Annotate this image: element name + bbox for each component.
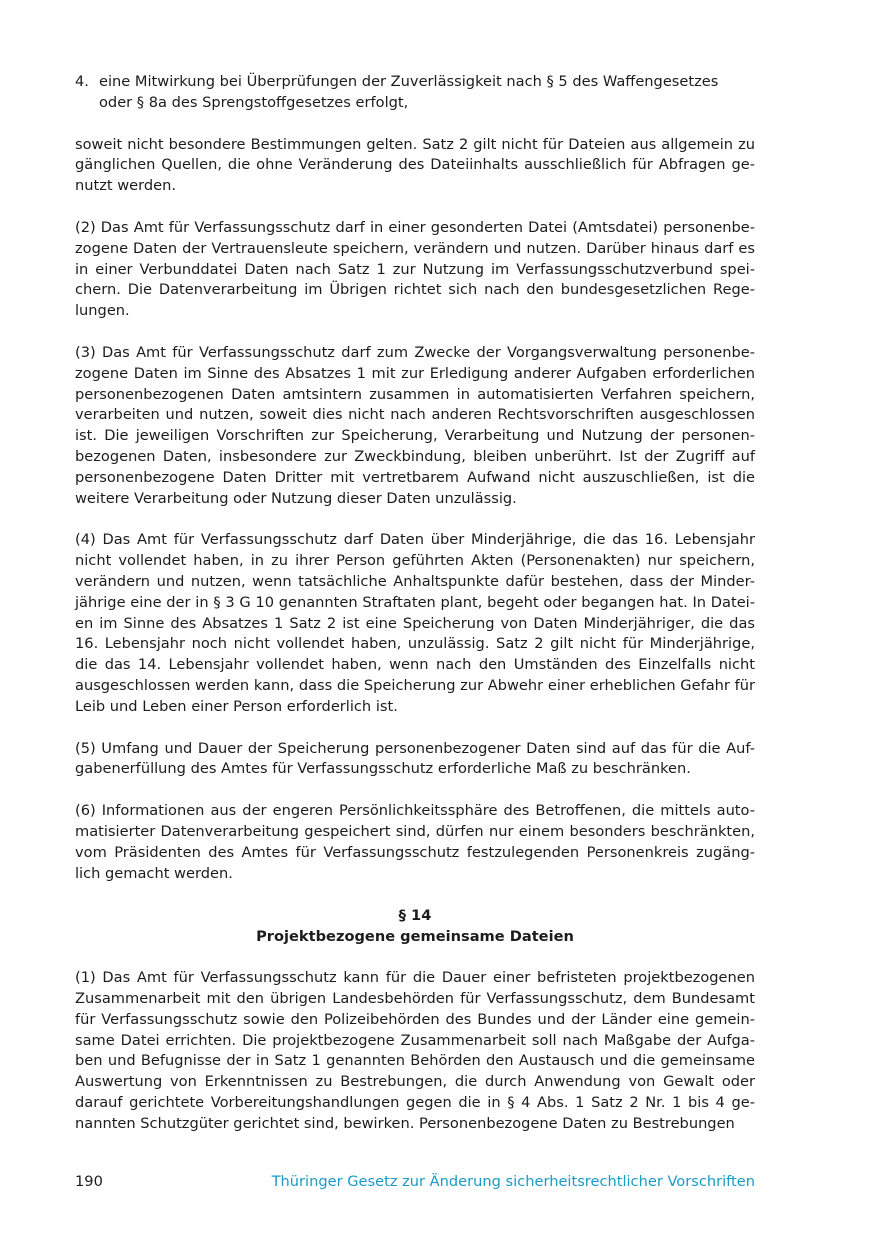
paragraph-4: (4) Das Amt für Verfassungsschutz darf Daten über Minderjährige, die das 16. Lebensjahr nicht vollendet haben, in zu ihrer Person geführten Akten (Personenakten) nur speichern, verändern und nutzen, wenn tatsächliche Anhaltspunkte dafür bestehen, dass der Minder-jährige eine der in § 3 G 10 genannten Straftaten plant, begeht oder begangen hat. In Datei-en im Sinne des Absatzes 1 Satz 2 ist eine Speicherung von Daten Minderjähriger, die das 16. Lebensjahr noch nicht vollendet haben, unzulässig. Satz 2 gilt nicht für Minderjährige, die das 14. Lebensjahr vollendet haben, wenn nach den Umständen des Einzelfalls nicht ausgeschlossen werden kann, dass die Speicherung zur Abwehr einer erheblichen Gefahr für Leib und Leben einer Person erforderlich ist. — [75, 531, 755, 715]
list-item-text: eine Mitwirkung bei Überprüfungen der Zuverlässigkeit nach § 5 des Waffengesetzes oder § 8a des Sprengstoffgesetzes erfolgt, — [99, 73, 719, 111]
paragraph-14-1: (1) Das Amt für Verfassungsschutz kann für die Dauer einer befristeten projektbezogenen Zusammenarbeit mit den übrigen Landesbehörden für Verfassungsschutz, dem Bundesamt für Verfassungsschutz sowie den Polizeibehörden des Bundes und der Länder eine gemein-same Datei errichten. Die projektbezogene Zusammenarbeit soll nach Maßgabe der Aufga-ben und Befugnisse der in Satz 1 genannten Behörden den Austausch und die gemeinsame Auswertung von Erkenntnissen zu Bestrebungen, die durch Anwendung von Gewalt oder darauf gerichtete Vorbereitungshandlungen gegen die in § 4 Abs. 1 Satz 2 Nr. 1 bis 4 ge-nannten Schutzgüter gerichtet sind, bewirken. Personenbezogene Daten zu Bestrebungen — [75, 969, 755, 1132]
page-body — [75, 72, 755, 1135]
list-item — [75, 72, 755, 114]
section-number: § 14 — [398, 907, 432, 925]
section-title: Projektbezogene gemeinsame Dateien — [256, 928, 574, 946]
page-number: 190 — [75, 1173, 103, 1190]
paragraph-2: (2) Das Amt für Verfassungsschutz darf in einer gesonderten Datei (Amtsdatei) personenbe-zogene Daten der Vertrauensleute speichern, verändern und nutzen. Darüber hinaus darf es in einer Verbunddatei Daten nach Satz 1 zur Nutzung im Verfassungsschutzverbund spei-chern. Die Datenverarbeitung im Übrigen richtet sich nach den bundesgesetzlichen Rege-lungen. — [75, 218, 755, 320]
page-footer — [75, 1172, 755, 1192]
paragraph-5: (5) Umfang und Dauer der Speicherung personenbezogener Daten sind auf das für die Auf-gabenerfüllung des Amtes für Verfassungsschutz erforderliche Maß zu beschränken. — [75, 739, 755, 778]
footer-title: Thüringer Gesetz zur Änderung sicherheitsrechtlicher Vorschriften — [271, 1173, 755, 1190]
paragraph-continuation: soweit nicht besondere Bestimmungen gelten. Satz 2 gilt nicht für Dateien aus allgemein zu gänglichen Quellen, die ohne Veränderung des Dateiinhalts ausschließlich für Abfragen ge-nutzt werden. — [75, 135, 755, 195]
list-item-number: 4. — [75, 73, 89, 90]
paragraph-6: (6) Informationen aus der engeren Persönlichkeitssphäre des Betroffenen, die mittels auto-matisierter Datenverarbeitung gespeichert sind, dürfen nur einem besonders beschränkten, vom Präsidenten des Amtes für Verfassungsschutz festzulegenden Personenkreis zugäng-lich gemacht werden. — [75, 802, 755, 882]
paragraph-3: (3) Das Amt für Verfassungsschutz darf zum Zwecke der Vorgangsverwaltung personenbe-zogene Daten im Sinne des Absatzes 1 mit zur Erledigung anderer Aufgaben erforderlichen personenbezogenen Daten amtsintern zusammen in automatisierten Verfahren speichern, verarbeiten und nutzen, soweit dies nicht nach anderen Rechtsvorschriften ausgeschlossen ist. Die jeweiligen Vorschriften zur Speicherung, Verarbeitung und Nutzung der personen-bezogenen Daten, insbesondere zur Zweckbindung, bleiben unberührt. Ist der Zugriff auf personenbezogene Daten Dritter mit vertretbarem Aufwand nicht auszuschließen, ist die weitere Verarbeitung oder Nutzung dieser Daten unzulässig. — [75, 343, 755, 507]
